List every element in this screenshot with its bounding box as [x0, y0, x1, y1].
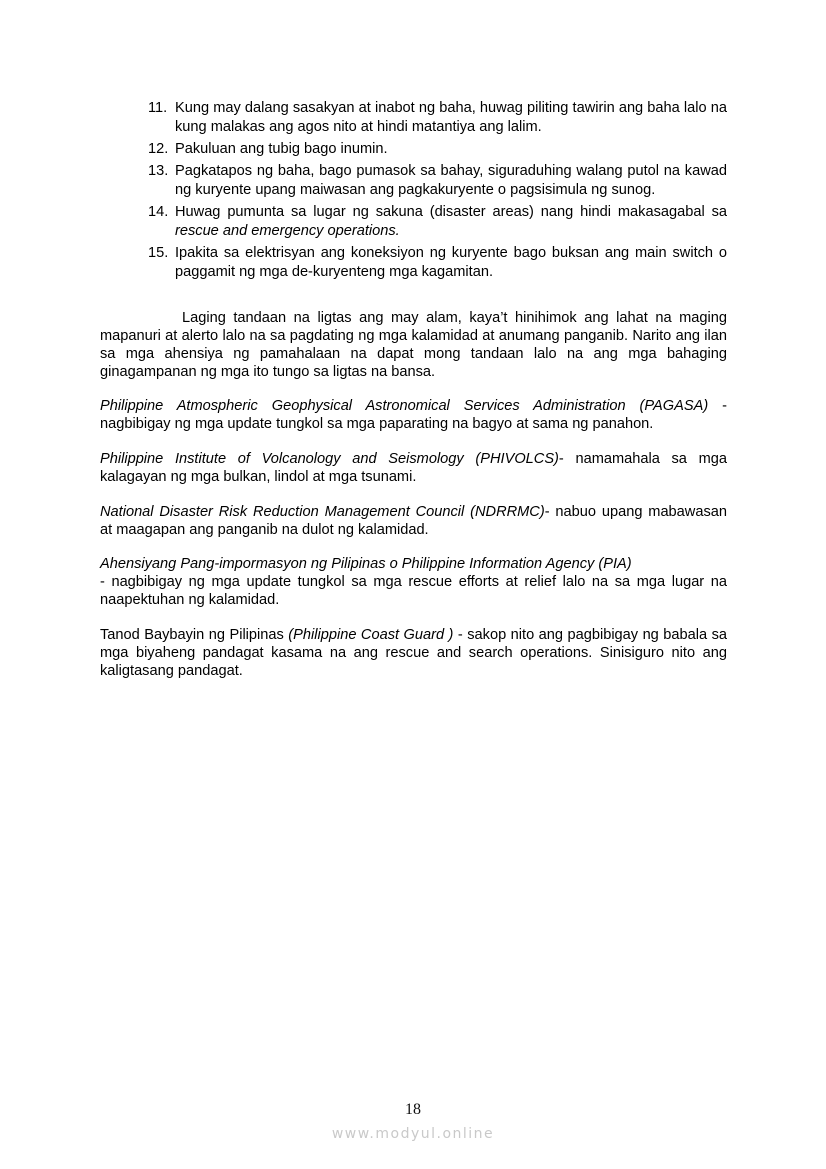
list-item: [148, 140, 727, 159]
list-item-text: Pagkatapos ng baha, bago pumasok sa bahay, siguraduhing walang putol na kawad ng kuryente upang maiwasan ang pagkakuryente o pagsisimula ng sunog.: [175, 163, 727, 198]
intro-paragraph: Laging tandaan na ligtas ang may alam, kaya’t hinihimok ang lahat na maging mapanuri at alerto lalo na sa pagdating ng mga kalamidad at anumang panganib. Narito ang ilan sa mga ahensiya ng pamahalaan na dapat mong tandaan lalo na ang mga bahaging ginagampanan ng mga ito tungo sa ligtas na bansa.: [100, 310, 727, 380]
agency-name: Philippine Atmospheric Geophysical Astronomical Services Administration (PAGASA): [100, 398, 709, 414]
agency-description: - sakop nito ang pagbibigay ng babala sa mga biyaheng pandagat kasama na ang rescue and search operations. Sinisiguro nito ang kaligtasang pandagat.: [100, 627, 727, 679]
page-number: 18: [405, 1101, 421, 1118]
safety-tips-list: [148, 99, 727, 285]
agency-name: (Philippine Coast Guard ): [288, 627, 454, 643]
list-item-emphasis: rescue and emergency operations.: [175, 223, 400, 239]
list-item-number: 11.: [148, 100, 168, 116]
agency-description: - namamahala sa mga kalagayan ng mga bulkan, lindol at mga tsunami.: [100, 451, 727, 485]
list-item: [148, 244, 727, 282]
agency-description: - nagbibigay ng mga update tungkol sa mga paparating na bagyo at sama ng panahon.: [100, 398, 727, 432]
agency-description: - nabuo upang mabawasan at maagapan ang panganib na dulot ng kalamidad.: [100, 504, 727, 538]
agency-name-prefix: Tanod Baybayin ng Pilipinas: [100, 627, 289, 643]
list-item-text: Kung may dalang sasakyan at inabot ng baha, huwag piliting tawirin ang baha lalo na kung malakas ang agos nito at hindi matantiya ang lalim.: [175, 100, 727, 135]
agency-name: Philippine Institute of Volcanology and Seismology (PHIVOLCS): [100, 451, 559, 467]
agency-pia: [100, 555, 727, 609]
agency-name: National Disaster Risk Reduction Management Council (NDRRMC): [100, 504, 545, 520]
agency-phivolcs: [100, 450, 727, 486]
list-item: [148, 203, 727, 241]
agency-pagasa: [100, 397, 727, 433]
list-item-text: Huwag pumunta sa lugar ng sakuna (disaster areas) nang hindi makasagabal sa: [175, 204, 727, 220]
list-item-number: 14.: [148, 204, 169, 220]
list-item: [148, 99, 727, 137]
list-item-text: Ipakita sa elektrisyan ang koneksiyon ng kuryente bago buksan ang main switch o paggamit ng mga de-kuryenteng mga kagamitan.: [175, 245, 727, 280]
list-item: [148, 162, 727, 200]
watermark: www.modyul.online: [331, 1126, 495, 1142]
agency-coast-guard: [100, 626, 727, 680]
list-item-number: 15.: [148, 245, 169, 261]
list-item-number: 12.: [148, 141, 169, 157]
list-item-number: 13.: [148, 163, 169, 179]
list-item-text: Pakuluan ang tubig bago inumin.: [175, 141, 388, 157]
agency-ndrrmc: [100, 503, 727, 539]
agency-description: - nagbibigay ng mga update tungkol sa mga rescue efforts at relief lalo na sa mga lugar na naapektuhan ng kalamidad.: [100, 574, 727, 608]
agency-name: Ahensiyang Pang-impormasyon ng Pilipinas o Philippine Information Agency (PIA): [100, 556, 632, 572]
